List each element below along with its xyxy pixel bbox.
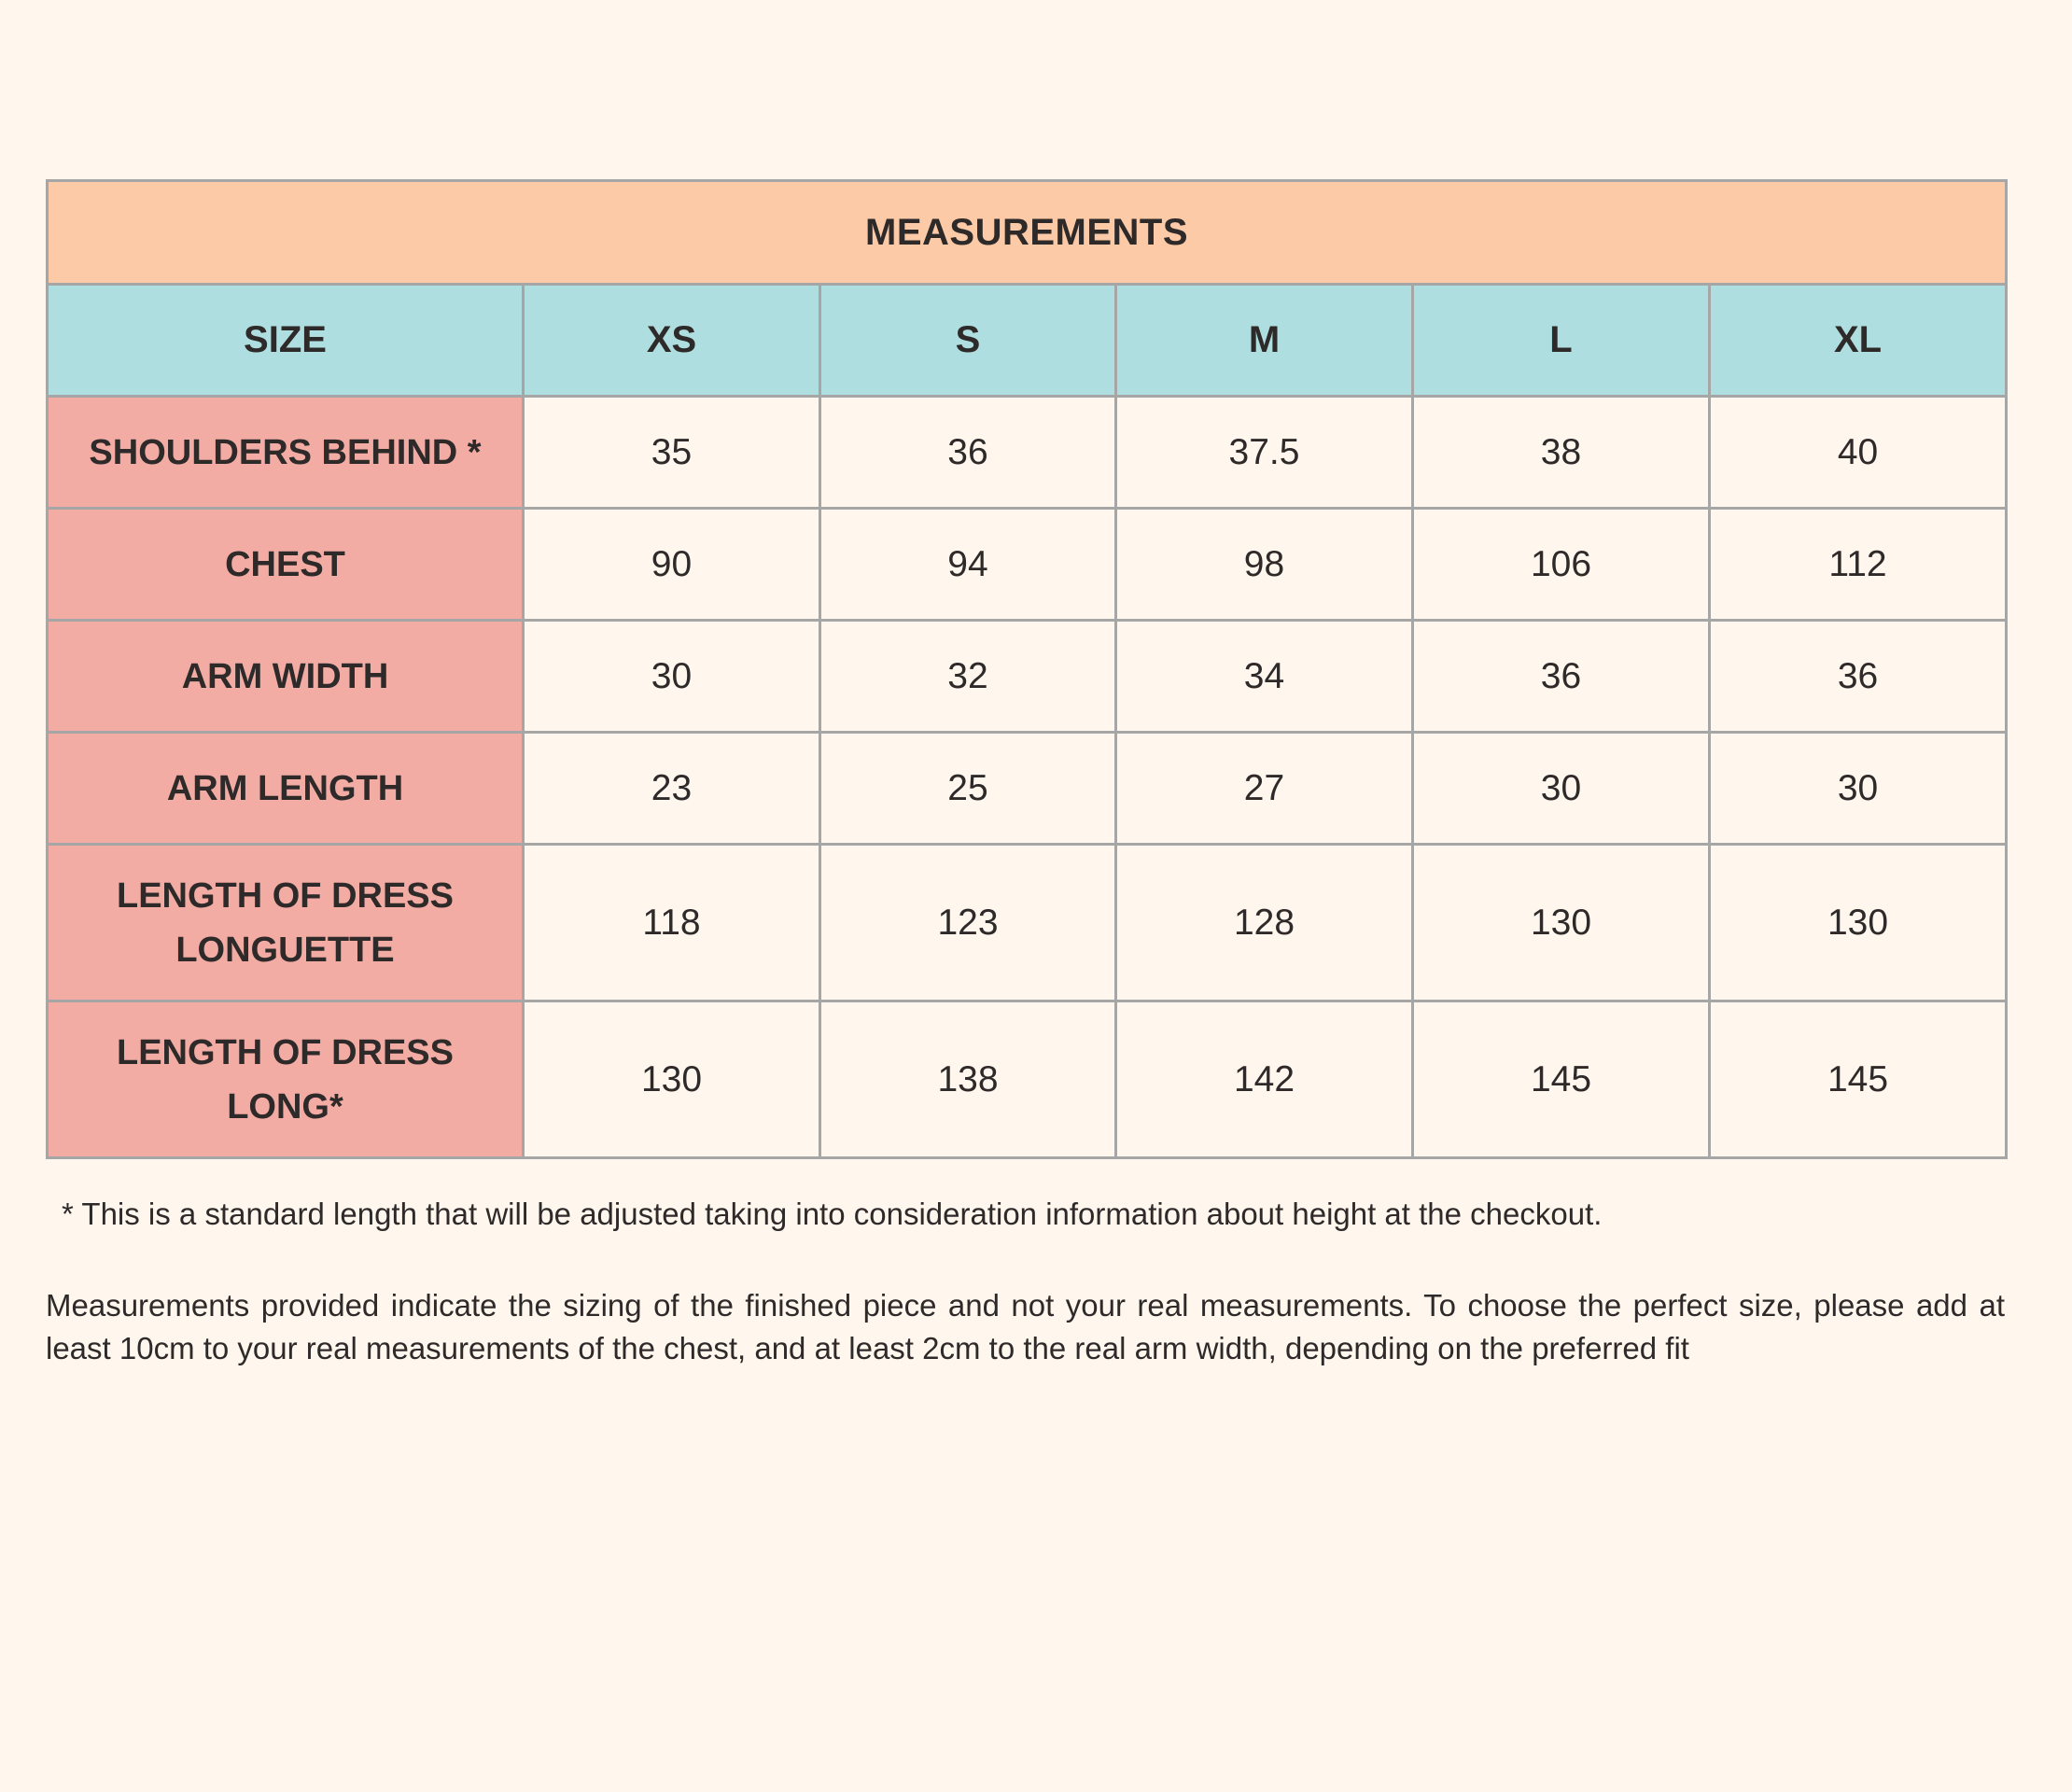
table-cell: 34 <box>1116 621 1413 733</box>
table-cell: 112 <box>1710 509 2007 621</box>
table-cell: 94 <box>820 509 1116 621</box>
table-title: MEASUREMENTS <box>48 181 2007 285</box>
measurements-table <box>46 179 2008 1159</box>
table-row-length-long <box>48 1001 2007 1158</box>
table-cell: 36 <box>820 397 1116 509</box>
size-header-l: L <box>1413 285 1710 397</box>
row-label-line: LENGTH OF DRESS <box>116 875 455 916</box>
table-cell: 30 <box>1710 733 2007 845</box>
row-label-line: LENGTH OF DRESS <box>116 1032 455 1072</box>
size-header-row <box>48 285 2007 397</box>
table-cell: 35 <box>524 397 820 509</box>
table-cell: 27 <box>1116 733 1413 845</box>
row-label: CHEST <box>48 509 524 621</box>
size-header-m: M <box>1116 285 1413 397</box>
table-cell: 90 <box>524 509 820 621</box>
table-cell: 138 <box>820 1001 1116 1158</box>
table-row-shoulders <box>48 397 2007 509</box>
table-cell: 37.5 <box>1116 397 1413 509</box>
table-cell: 145 <box>1710 1001 2007 1158</box>
table-row-length-longuette <box>48 845 2007 1001</box>
table-cell: 98 <box>1116 509 1413 621</box>
table-cell: 130 <box>1710 845 2007 1001</box>
table-cell: 32 <box>820 621 1116 733</box>
row-label-line: LONG* <box>227 1086 343 1127</box>
size-header-label: SIZE <box>48 285 524 397</box>
table-cell: 23 <box>524 733 820 845</box>
row-label: SHOULDERS BEHIND * <box>48 397 524 509</box>
size-header-s: S <box>820 285 1116 397</box>
table-cell: 130 <box>524 1001 820 1158</box>
row-label-line: LONGUETTE <box>175 930 395 970</box>
table-cell: 118 <box>524 845 820 1001</box>
table-cell: 106 <box>1413 509 1710 621</box>
table-cell: 38 <box>1413 397 1710 509</box>
row-label <box>48 845 524 1001</box>
table-row-arm-length <box>48 733 2007 845</box>
footnote: * This is a standard length that will be adjusted taking into consideration information about height at the checkout. <box>62 1197 1603 1231</box>
row-label: ARM WIDTH <box>48 621 524 733</box>
table-cell: 36 <box>1710 621 2007 733</box>
table-cell: 25 <box>820 733 1116 845</box>
size-chart <box>46 179 2005 1159</box>
table-row-arm-width <box>48 621 2007 733</box>
table-cell: 40 <box>1710 397 2007 509</box>
row-label: ARM LENGTH <box>48 733 524 845</box>
table-cell: 128 <box>1116 845 1413 1001</box>
row-label <box>48 1001 524 1158</box>
table-cell: 142 <box>1116 1001 1413 1158</box>
table-cell: 30 <box>1413 733 1710 845</box>
table-cell: 130 <box>1413 845 1710 1001</box>
table-title-row <box>48 181 2007 285</box>
disclaimer-paragraph: Measurements provided indicate the sizing of the finished piece and not your real measurements. To choose the perfect size, please add at least 10cm to your real measurements of the chest, and at least 2cm to the real arm width, depending on the preferred fit <box>46 1288 2005 1365</box>
size-header-xl: XL <box>1710 285 2007 397</box>
table-cell: 36 <box>1413 621 1710 733</box>
table-cell: 30 <box>524 621 820 733</box>
table-cell: 145 <box>1413 1001 1710 1158</box>
table-cell: 123 <box>820 845 1116 1001</box>
size-header-xs: XS <box>524 285 820 397</box>
table-row-chest <box>48 509 2007 621</box>
